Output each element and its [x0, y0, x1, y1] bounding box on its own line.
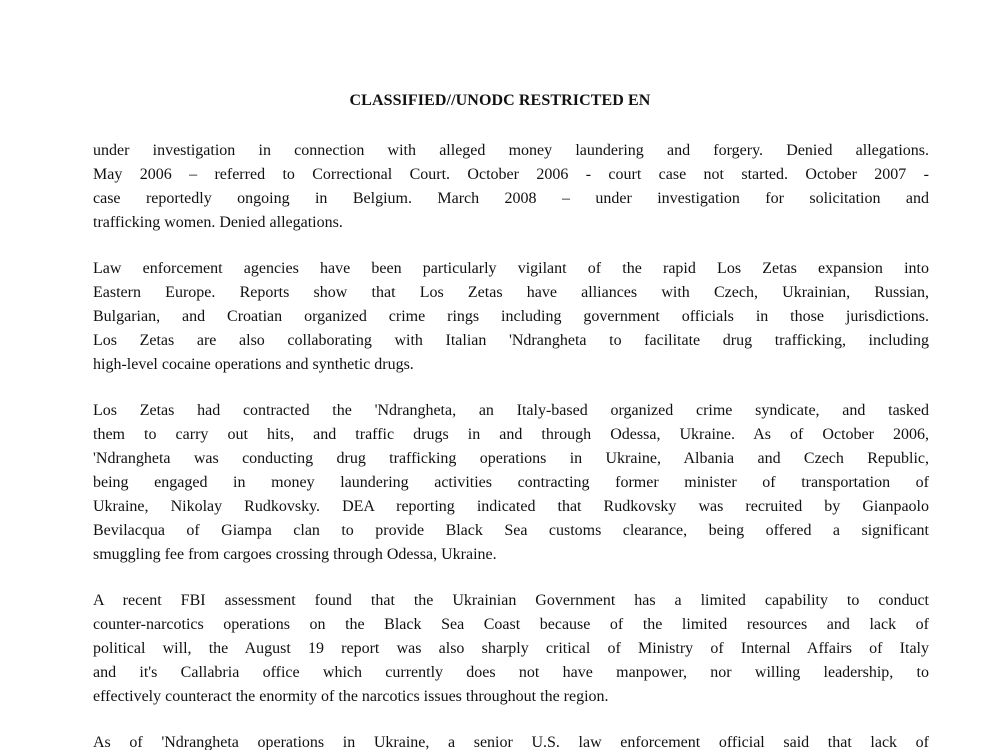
- text-line: Law enforcement agencies have been particularly vigilant of the rapid Los Zetas expansion into: [93, 260, 929, 277]
- text-line: them to carry out hits, and traffic drugs in and through Odessa, Ukraine. As of October 2006,: [93, 426, 929, 443]
- text-line: As of 'Ndrangheta operations in Ukraine, a senior U.S. law enforcement official said that lack of: [93, 734, 929, 750]
- classification-banner: CLASSIFIED//UNODC RESTRICTED EN: [349, 92, 651, 109]
- text-line: being engaged in money laundering activities contracting former minister of transportation of: [93, 474, 929, 491]
- text-line: Eastern Europe. Reports show that Los Zetas have alliances with Czech, Ukrainian, Russian,: [93, 284, 929, 301]
- text-line: smuggling fee from cargoes crossing through Odessa, Ukraine.: [93, 546, 497, 563]
- text-line: political will, the August 19 report was also sharply critical of Ministry of Internal Affairs of Italy: [93, 640, 929, 657]
- paragraph-4: [93, 589, 929, 709]
- text-line: trafficking women. Denied allegations.: [93, 214, 343, 231]
- text-line: Bulgarian, and Croatian organized crime rings including government officials in those jurisdictions.: [93, 308, 929, 325]
- paragraph-3: [93, 399, 929, 567]
- text-line: Los Zetas had contracted the 'Ndrangheta, an Italy-based organized crime syndicate, and tasked: [93, 402, 929, 419]
- text-line: case reportedly ongoing in Belgium. March 2008 – under investigation for solicitation and: [93, 190, 929, 207]
- paragraph-5: [93, 731, 929, 750]
- text-line: counter-narcotics operations on the Black Sea Coast because of the limited resources and lack of: [93, 616, 929, 633]
- text-line: 'Ndrangheta was conducting drug trafficking operations in Ukraine, Albania and Czech Republic,: [93, 450, 929, 467]
- text-line: May 2006 – referred to Correctional Court. October 2006 - court case not started. October 2007 -: [93, 166, 929, 183]
- text-line: and it's Callabria office which currently does not have manpower, nor willing leadership, to: [93, 664, 929, 681]
- text-line: high-level cocaine operations and synthetic drugs.: [93, 356, 414, 373]
- text-line: under investigation in connection with alleged money laundering and forgery. Denied allegations.: [93, 142, 929, 159]
- text-line: effectively counteract the enormity of the narcotics issues throughout the region.: [93, 688, 609, 705]
- paragraph-1: [93, 139, 929, 235]
- text-line: Ukraine, Nikolay Rudkovsky. DEA reporting indicated that Rudkovsky was recruited by Gianpaolo: [93, 498, 929, 515]
- text-line: Los Zetas are also collaborating with Italian 'Ndrangheta to facilitate drug trafficking, including: [93, 332, 929, 349]
- text-line: Bevilacqua of Giampa clan to provide Black Sea customs clearance, being offered a significant: [93, 522, 929, 539]
- document-body: [93, 139, 929, 750]
- paragraph-2: [93, 257, 929, 377]
- text-line: A recent FBI assessment found that the Ukrainian Government has a limited capability to conduct: [93, 592, 929, 609]
